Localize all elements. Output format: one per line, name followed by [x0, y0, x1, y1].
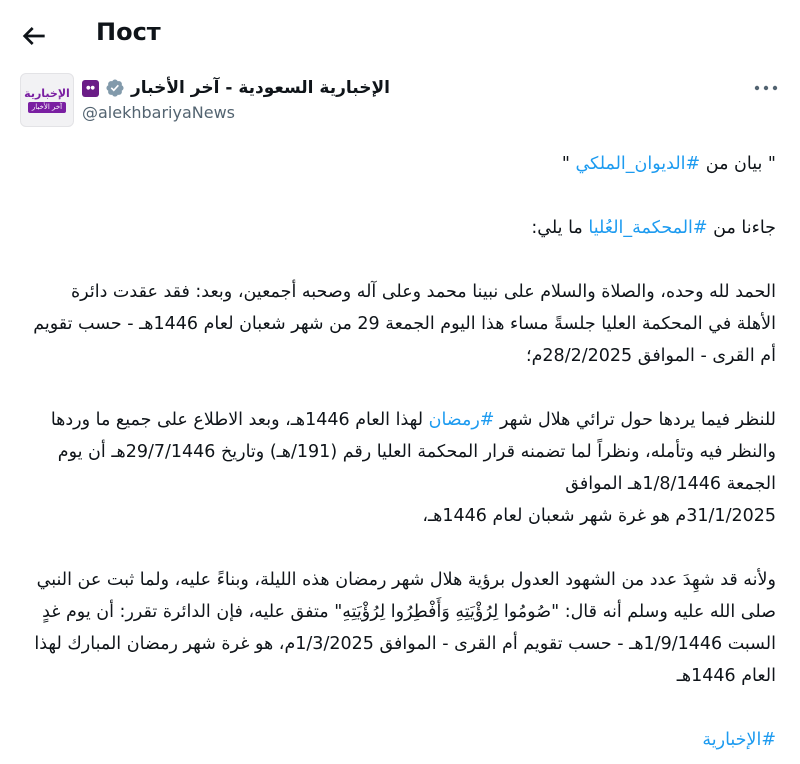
account-handle[interactable]: @alekhbariyaNews — [82, 103, 235, 122]
account-name-row — [82, 76, 390, 100]
hashtag-link[interactable]: #الديوان_الملكي — [575, 154, 701, 174]
post-paragraph-1: " بيان من #الديوان_الملكي " — [561, 154, 776, 174]
post-paragraph-5: ولأنه قد شهِدَ عدد من الشهود العدول برؤية هلال شهر رمضان هذه الليلة، وبناءً عليه، ولما ثبت عن النبي صلى الله عليه وسلم أنه قال: "صُومُوا لِرُؤْيَتِهِ وَأَفْطِرُوا لِرُؤْيَتِهِ" متفق عليه، فإن الدائرة تقرر: أن يوم غدٍ السبت 1/9/1446هـ - حسب تقويم أم القرى - الموافق 1/3/2025م، هو غرة شهر رمضان المبارك لهذا العام 1446هـ — [34, 570, 776, 686]
account-name[interactable]: الإخبارية السعودية - آخر الأخبار — [131, 78, 390, 98]
avatar-logo-subtext: آخر الأخبار — [28, 102, 66, 113]
post-paragraph-3: الحمد لله وحده، والصلاة والسلام على نبينا محمد وعلى آله وصحبه أجمعين، وبعد: فقد عقدت دائرة الأهلة في المحكمة العليا جلسةً مساء هذا اليوم الجمعة 29 من شهر شعبان لعام 1446هـ - حسب تقويم أم القرى - الموافق 28/2/2025م؛ — [33, 282, 776, 366]
avatar-logo-text: الإخبارية — [24, 86, 70, 100]
hashtag-link[interactable]: #الإخبارية — [702, 730, 776, 750]
post-paragraph-6 — [30, 724, 776, 756]
hashtag-link[interactable]: #المحكمة_العُليا — [588, 218, 708, 238]
post-paragraph-4: للنظر فيما يردها حول ترائي هلال شهر #رمضان لهذا العام 1446هـ، وبعد الاطلاع على جميع ما وردها والنظر فيه وتأمله، ونظراً لما تضمنه قرار المحكمة العليا رقم (191/هـ) وتاريخ 29/7/1446هـ أن يوم الجمعة 1/8/1446هـ الموافق 31/1/2025م هو غرة شهر شعبان لعام 1446هـ، — [50, 410, 776, 526]
more-options-icon[interactable] — [748, 74, 784, 102]
top-bar — [0, 0, 800, 70]
post-body — [30, 148, 776, 756]
verified-badge-icon — [105, 78, 125, 98]
arrow-left-icon[interactable] — [18, 20, 50, 52]
page-title: Пост — [96, 18, 161, 46]
hashtag-link[interactable]: #رمضان — [428, 410, 495, 430]
affiliate-badge-icon: ●● — [82, 80, 99, 97]
post-paragraph-2: جاءنا من #المحكمة_العُليا ما يلي: — [531, 218, 776, 238]
avatar[interactable] — [20, 73, 74, 127]
